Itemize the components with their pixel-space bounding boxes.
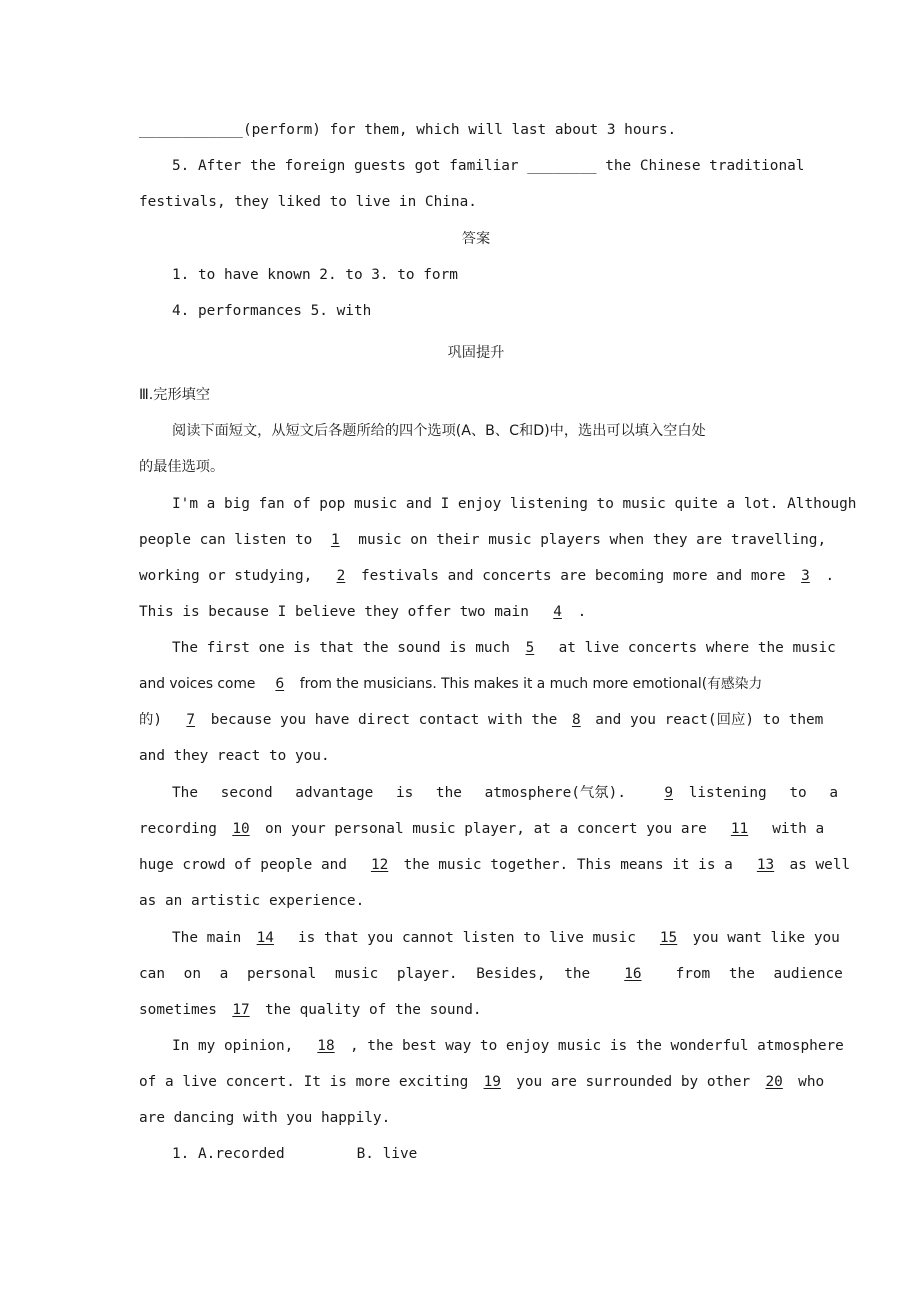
exercise-line-4 <box>139 120 781 140</box>
answers-heading: 答案 <box>461 231 491 247</box>
passage-p3-line3: huge crowd of people and 12 the music together. This means it is a 13 as well <box>139 857 851 873</box>
passage-p4-line2: can on a personal music player. Besides, the 16 from the audience <box>139 966 843 982</box>
blank-1: 1 <box>330 532 340 548</box>
blank-7: 7 <box>186 712 196 728</box>
blank-16: 16 <box>624 966 642 982</box>
blank-2: 2 <box>336 568 346 584</box>
exercise-question-5: 5. After the foreign guests got familiar ________ the Chinese traditional <box>172 158 805 174</box>
blank-14: 14 <box>256 930 274 946</box>
answers-line-1: 1. to have known 2. to 3. to form <box>172 267 458 283</box>
blank-6: 6 <box>275 676 285 692</box>
blank-4: 4 <box>553 604 562 620</box>
section-heading: 巩固提升 <box>447 345 505 361</box>
passage-p5-line3: are dancing with you happily. <box>139 1110 391 1126</box>
option-row-1 <box>172 1144 781 1164</box>
exercise-text: (perform) for them, which will last about 3 hours. <box>242 122 677 138</box>
passage-p2-line1: The first one is that the sound is much 5 at live concerts where the music <box>172 640 836 656</box>
blank-9: 9 <box>664 785 674 801</box>
passage-p3-line1: The second advantage is the atmosphere(气氛). 9 listening to a <box>172 785 838 801</box>
passage-p1-line4: This is because I believe they offer two main 4 . <box>139 604 587 620</box>
blank-15: 15 <box>659 930 678 946</box>
instruction-line-1: 阅读下面短文，从短文后各题所给的四个选项(A、B、C和D)中，选出可以填入空白处 <box>172 423 706 439</box>
passage-p4-line1: The main 14 is that you cannot listen to live music 15 you want like you <box>172 930 840 946</box>
exercise-question-5-cont: festivals, they liked to live in China. <box>139 194 477 210</box>
passage-p4-line3: sometimes 17 the quality of the sound. <box>139 1002 482 1018</box>
passage-p5-line2: of a live concert. It is more exciting 19 you are surrounded by other 20 who <box>139 1074 825 1090</box>
passage-p2-line4: and they react to you. <box>139 748 330 764</box>
blank-5: 5 <box>525 640 535 656</box>
part-title: Ⅲ.完形填空 <box>139 387 211 403</box>
passage-p1-line1: I'm a big fan of pop music and I enjoy listening to music quite a lot. Although <box>172 496 857 512</box>
answers-line-2: 4. performances 5. with <box>172 303 372 319</box>
blank-17: 17 <box>232 1002 250 1018</box>
blank-10: 10 <box>232 821 250 837</box>
instruction-line-2: 的最佳选项。 <box>139 459 225 475</box>
blank-18: 18 <box>317 1038 335 1054</box>
passage-p2-line2: and voices come 6 from the musicians. This makes it a much more emotional(有感染力 <box>139 676 763 692</box>
passage-p3-line2: recording 10 on your personal music player, at a concert you are 11 with a <box>139 821 825 837</box>
blank-3: 3 <box>801 568 810 584</box>
blank-12: 12 <box>370 857 389 873</box>
option-1a: 1. A.recorded <box>172 1146 285 1162</box>
blank-8: 8 <box>571 712 581 728</box>
blank-13: 13 <box>756 857 775 873</box>
blank-11: 11 <box>730 821 749 837</box>
blank-19: 19 <box>483 1074 501 1090</box>
passage-p3-line4: as an artistic experience. <box>139 893 365 909</box>
passage-p1-line2: people can listen to 1 music on their music players when they are travelling, <box>139 532 827 548</box>
passage-p1-line3: working or studying, 2 festivals and concerts are becoming more and more 3 . <box>139 568 835 584</box>
passage-p5-line1: In my opinion, 18 , the best way to enjoy music is the wonderful atmosphere <box>172 1038 844 1054</box>
answer-blank: ____________ <box>139 122 243 138</box>
passage-p2-line3: 的) 7 because you have direct contact with the 8 and you react(回应) to them <box>139 712 824 728</box>
blank-20: 20 <box>765 1074 783 1090</box>
option-1b: B. live <box>356 1146 418 1162</box>
